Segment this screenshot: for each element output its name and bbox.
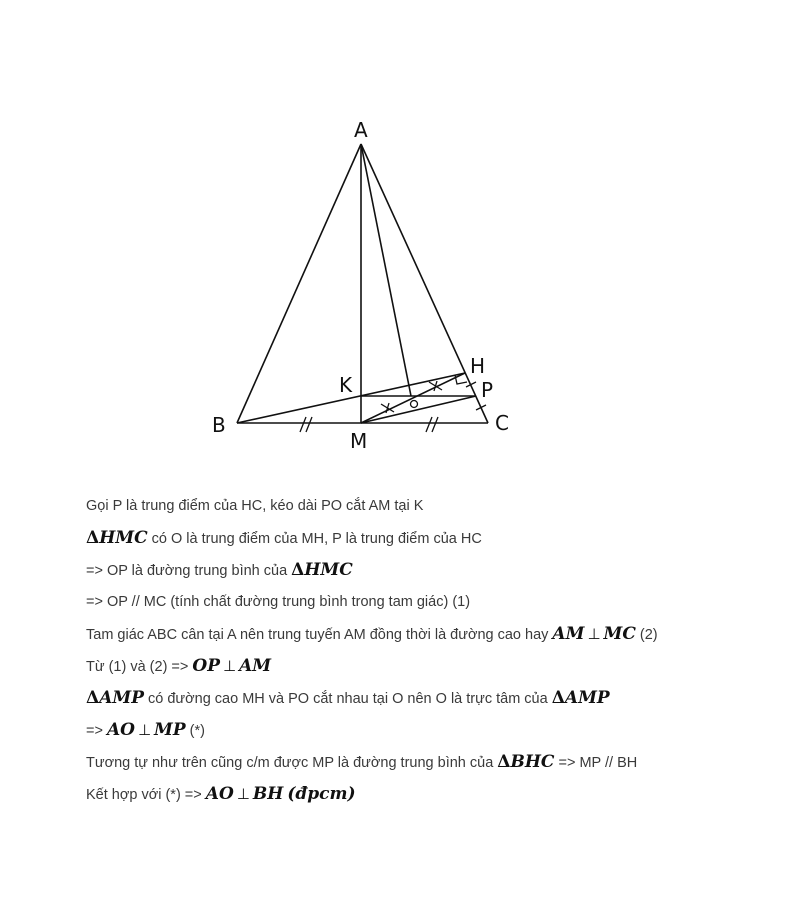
proof-line-3: => OP là đường trung bình của ΔHMC (86, 560, 353, 580)
proof-line-8: => AO ⊥ MP (*) (86, 720, 205, 740)
proof-line-4: => OP // MC (tính chất đường trung bình trong tam giác) (1) (86, 594, 471, 610)
label-B: B (212, 413, 226, 437)
label-A: A (354, 118, 368, 142)
label-C: C (495, 411, 509, 435)
segment-AO (361, 144, 411, 396)
proof-line-7: ΔAMP có đường cao MH và PO cắt nhau tại O nên O là trực tâm của ΔAMP (86, 688, 610, 708)
label-H: H (470, 354, 486, 378)
label-P: P (481, 378, 494, 402)
equal-mark-MC (426, 417, 438, 432)
proof-line-1: Gọi P là trung điểm của HC, kéo dài PO cắt AM tại K (86, 498, 424, 514)
equal-mark-BM (300, 417, 312, 432)
label-M: M (350, 429, 368, 453)
proof-line-9: Tương tự như trên cũng c/m được MP là đường trung bình của ΔBHC => MP // BH (86, 752, 638, 772)
proof-line-2: ΔHMC có O là trung điểm của MH, P là trung điểm của HC (86, 528, 482, 548)
proof-text (86, 490, 776, 810)
label-K: K (339, 373, 353, 397)
segment-MP (361, 396, 476, 423)
segment-MH (361, 373, 465, 423)
proof-line-10: Kết hợp với (*) => AO ⊥ BH (đpcm) (86, 784, 356, 804)
proof-line-6: Từ (1) và (2) => OP ⊥ AM (86, 656, 272, 676)
proof-line-5: Tam giác ABC cân tại A nên trung tuyến AM đồng thời là đường cao hay AM ⊥ MC (2) (86, 624, 658, 644)
point-O-marker (411, 401, 418, 408)
